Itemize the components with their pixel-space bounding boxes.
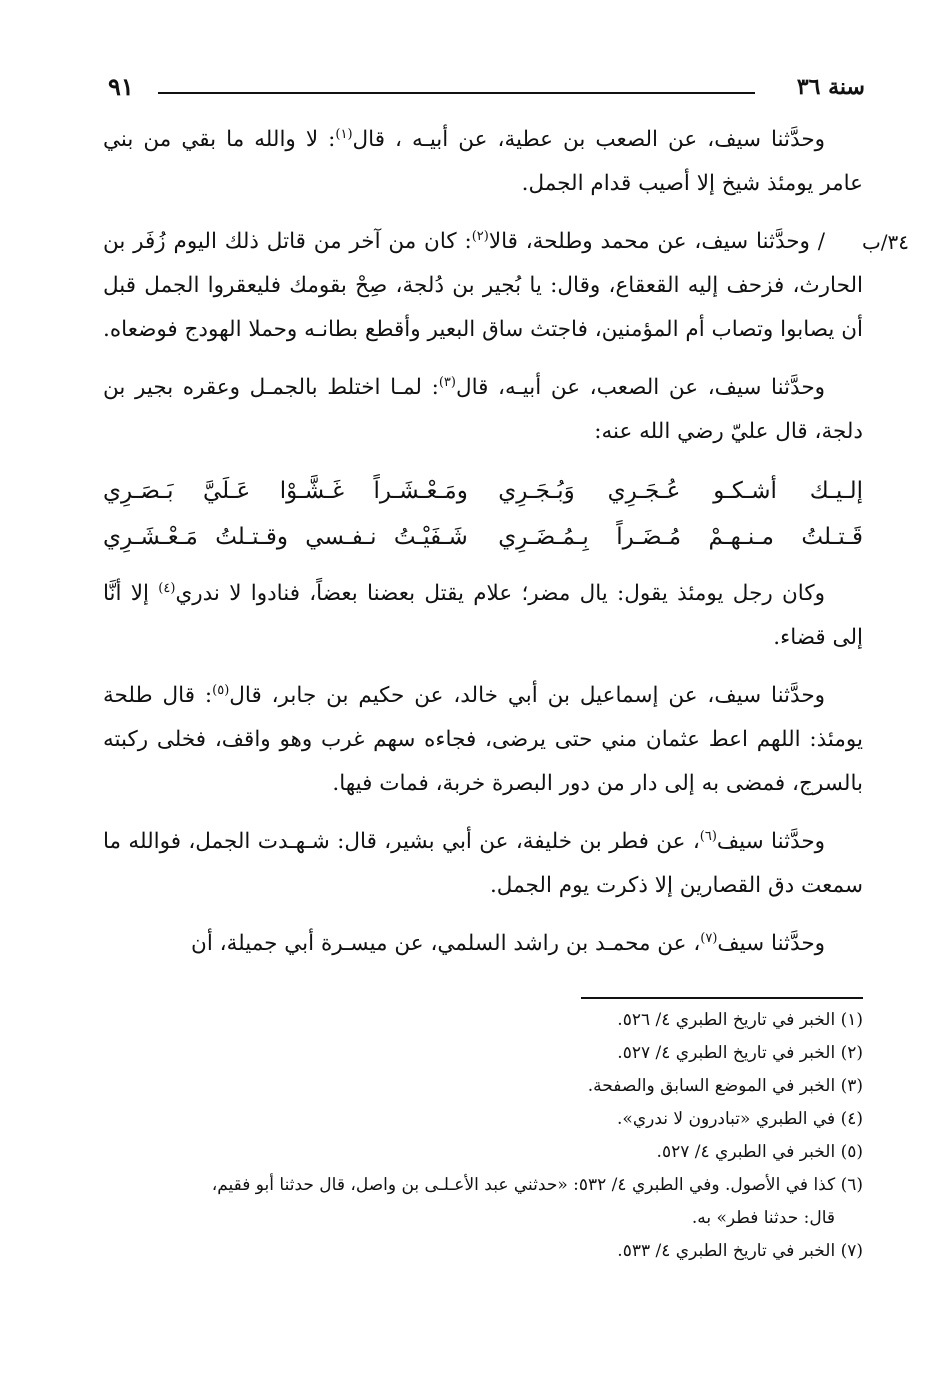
paragraph-4 <box>103 572 863 660</box>
footnote-ref[interactable]: (٧) <box>700 930 718 946</box>
paragraph-2 <box>103 220 909 352</box>
paragraph-text: وحدَّثنا سيف <box>716 829 826 854</box>
poem-second-hemistich: شَـفَيْـتُ نـفـسي وقـتـلتُ مَـعْـشَـرِي <box>103 524 468 550</box>
poem-verse <box>103 468 863 514</box>
paragraph-3 <box>103 366 863 454</box>
footnote-1: (١) الخبر في تاريخ الطبري ٤/ ٥٢٦. <box>617 1010 863 1030</box>
paragraph-text: إلا أنَّا إلى قضاء. <box>103 581 863 650</box>
footnote-7: (٧) الخبر في تاريخ الطبري ٤/ ٥٣٣. <box>617 1241 863 1261</box>
page-number: ٩١ <box>108 72 134 101</box>
footnote-continuation: قال: حدثنا فطر» به. <box>691 1208 835 1228</box>
poem-first-hemistich: قَـتـلتُ مـنـهـمْ مُـضَـراً بِـمُـضَـرِي <box>498 524 863 550</box>
paragraph-text: وحدَّثنا سيف، عن إسماعيل بن أبي خالد، عن حكيم بن جابر، قال <box>229 683 825 708</box>
paragraph-text: : لمـا اختلط بالجمـل وعقره بجير بن دلجة، قال عليّ رضي الله عنه: <box>103 375 863 444</box>
page-header <box>108 70 865 110</box>
paragraph-text: : لا والله ما بقي من بني عامر يومئذ شيخ إلا أصيب قدام الجمل. <box>103 127 863 196</box>
poem-first-hemistich: إلـيـك أشـكـو عُـجَـرِي وَبُـجَـرِي <box>498 478 863 504</box>
poem-verse <box>103 514 863 560</box>
header-year: سنة ٣٦ <box>796 74 865 100</box>
paragraph-text: وكان رجل يومئذ يقول: يال مضر؛ علام يقتل بعضنا بعضاً، فنادوا لا ندري <box>175 581 825 606</box>
paragraph-text: وحدَّثنا سيف، عن الصعب، عن أبيـه، قال <box>455 375 826 400</box>
footnote-ref[interactable]: (١) <box>335 126 353 142</box>
poem-second-hemistich: ومَـعْـشَـراً غَـشَّـوْا عَـلَيَّ بَـصَـرِي <box>103 478 468 504</box>
paragraph-text: وحدَّثنا سيف، عن الصعب بن عطية، عن أبيـه ، قال <box>352 127 825 152</box>
paragraph-text: وحدَّثنا سيف <box>717 931 825 956</box>
paragraph-text: / وحدَّثنا سيف، عن محمد وطلحة، قالا <box>488 229 825 254</box>
paragraph-7 <box>103 922 863 966</box>
paragraph-text: : كان من آخر من قاتل ذلك اليوم زُفَر بن الحارث، فزحف إليه القعقاع، وقال: يا بُجير بن دُلجة، صِحْ بقومك فليعقروا الجمل قبل أن يصابوا وتصاب أم المؤمنين، فاجتث ساق البعير وأقطع بطانـه وحملا الهودج فوضعاه. <box>103 229 863 342</box>
main-text <box>103 118 909 980</box>
paragraph-text: : قال طلحة يومئذ: اللهم اعط عثمان مني حتى يرضى، فجاءه سهم غرب وهو واقف، فخلى ركبته بالسرج، فمضى به إلى دار من دور البصرة خربة، فمات فيها. <box>103 683 863 796</box>
footnote-ref[interactable]: (٣) <box>438 374 456 390</box>
poem <box>103 468 863 560</box>
footnote-separator <box>581 997 863 999</box>
header-rule <box>158 92 755 94</box>
paragraph-1 <box>103 118 863 206</box>
footnote-6: (٦) كذا في الأصول. وفي الطبري ٤/ ٥٣٢: «حدثني عبد الأعـلـى بن واصل، قال حدثنا أبو فقيم، <box>211 1175 863 1195</box>
footnotes <box>103 1005 863 1269</box>
paragraph-6 <box>103 820 863 908</box>
footnote-4: (٤) في الطبري «تبادرون لا ندري». <box>617 1109 863 1129</box>
footnote-ref[interactable]: (٤) <box>158 580 176 596</box>
footnote-ref[interactable]: (٦) <box>699 828 717 844</box>
footnote-6-continued <box>103 1203 863 1234</box>
folio-marker: ٣٤/ب <box>861 230 909 254</box>
footnote-2: (٢) الخبر في تاريخ الطبري ٤/ ٥٢٧. <box>617 1043 863 1063</box>
footnote-ref[interactable]: (٥) <box>212 682 230 698</box>
paragraph-text: ، عن فطر بن خليفة، عن أبي بشير، قال: شـهـدت الجمل، فوالله ما سمعت دق القصارين إلا ذكرت يوم الجمل. <box>103 829 863 898</box>
paragraph-5 <box>103 674 863 806</box>
paragraph-text: ، عن محمـد بن راشد السلمي، عن ميسـرة أبي جميلة، أن <box>191 931 701 956</box>
footnote-ref[interactable]: (٢) <box>471 228 489 244</box>
footnote-3: (٣) الخبر في الموضع السابق والصفحة. <box>587 1076 863 1096</box>
footnote-5: (٥) الخبر في الطبري ٤/ ٥٢٧. <box>656 1142 863 1162</box>
